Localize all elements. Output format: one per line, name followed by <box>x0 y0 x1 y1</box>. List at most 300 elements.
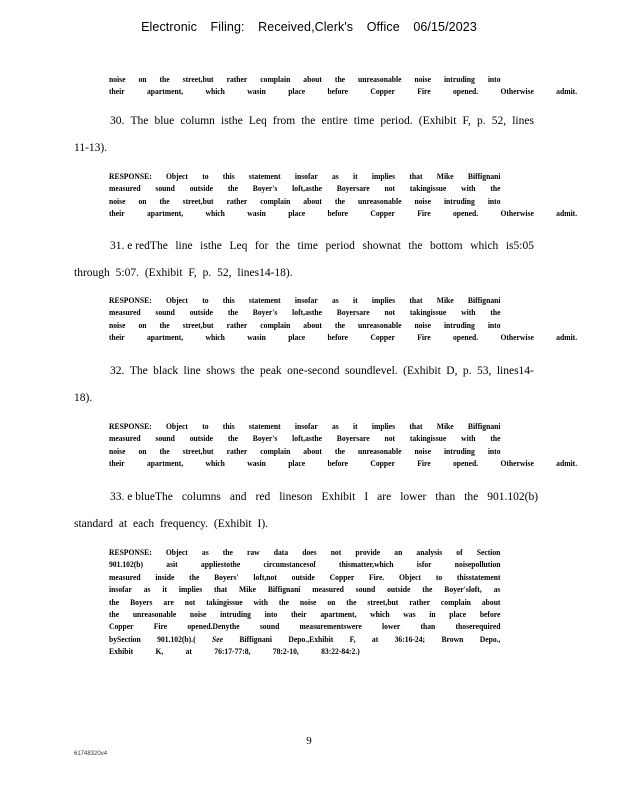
word: takingissue <box>409 308 447 318</box>
word: not <box>384 434 396 444</box>
word: the <box>301 115 316 127</box>
word: which <box>205 459 225 469</box>
numbered-paragraph-32 <box>74 358 534 412</box>
response-line <box>109 307 501 319</box>
word: their <box>109 333 125 343</box>
numbered-paragraph-33 <box>74 484 539 538</box>
word: RESPONSE: <box>109 296 152 305</box>
word: apartment, <box>146 209 184 219</box>
word: statement <box>248 422 281 431</box>
word: 31. e redThe <box>110 240 168 252</box>
word: Copper <box>370 209 395 219</box>
word: unreasonable <box>358 446 402 456</box>
word: 83:22-84:2.) <box>321 647 360 657</box>
word: noise <box>109 446 126 456</box>
word: isfor <box>416 560 432 570</box>
word: the <box>159 75 170 84</box>
response-line <box>109 621 501 633</box>
word: thismatter,which <box>339 560 394 570</box>
word: wasin <box>247 209 266 219</box>
word: of <box>456 548 463 557</box>
word: Object <box>165 548 188 557</box>
word: their <box>109 209 125 219</box>
word: rather <box>226 320 248 330</box>
word: insofar <box>294 172 318 181</box>
word: Boyer's <box>252 308 278 318</box>
word: the <box>490 308 501 318</box>
word: it <box>352 296 358 305</box>
word: bySection <box>109 634 141 644</box>
word: circumstancesof <box>263 560 316 570</box>
word: with <box>461 184 476 194</box>
word: unreasonable <box>358 320 402 330</box>
word: Depo.,Exhibit <box>288 634 334 644</box>
word: noise <box>414 196 431 206</box>
word: about <box>303 196 322 206</box>
response-line <box>109 547 501 559</box>
word: the <box>490 434 501 444</box>
word: the <box>222 548 233 557</box>
word: outside <box>189 308 214 318</box>
response-fragment <box>109 74 578 99</box>
word: noise <box>414 75 431 84</box>
word: rather <box>226 446 248 456</box>
word: into <box>264 610 278 620</box>
word: implies <box>371 296 396 305</box>
response-line <box>109 597 501 609</box>
word: insofar <box>294 296 318 305</box>
word: line <box>183 365 201 377</box>
word: sound <box>355 585 376 595</box>
word: into <box>487 196 501 206</box>
word: shows <box>206 365 235 377</box>
word: (Exhibit <box>418 115 457 127</box>
word: about <box>303 320 322 330</box>
word: as <box>201 548 209 557</box>
word: period <box>325 240 355 252</box>
word: time <box>297 240 318 252</box>
word: the <box>334 75 346 84</box>
word: isthe <box>200 240 222 252</box>
word: 901.102(b) <box>109 560 144 570</box>
word: 901.102(b).( <box>157 634 196 644</box>
word: opened.Denythe <box>187 622 240 632</box>
word: the <box>109 610 120 620</box>
word: Boyer'sloft, <box>444 585 482 595</box>
filing-header: Electronic Filing: Received,Clerk's Office 06/15/2023 <box>141 20 477 34</box>
word: sound <box>259 622 280 632</box>
word: an <box>394 548 403 557</box>
word: noise <box>109 320 126 330</box>
word: Fire. <box>368 572 385 582</box>
word: RESPONSE: <box>109 422 152 431</box>
word: noisepollution <box>454 560 501 570</box>
word: Mike <box>436 296 454 305</box>
word: 30. <box>110 115 125 127</box>
word: with <box>461 434 476 444</box>
word: Fire <box>417 459 431 469</box>
word: takingissue <box>206 597 243 607</box>
word: as <box>143 585 151 595</box>
word: apartment, <box>146 333 184 343</box>
word: from <box>272 115 296 127</box>
word: measured <box>312 585 344 595</box>
word: opened. <box>452 459 479 469</box>
word: noise <box>109 75 126 84</box>
word: apartment, <box>320 610 357 620</box>
word: lines14- <box>496 365 534 377</box>
response-line <box>109 86 578 98</box>
word: Otherwise <box>500 459 534 469</box>
word: with <box>253 597 268 607</box>
word: the <box>227 184 238 194</box>
word: unreasonable <box>132 610 177 620</box>
word: 33. e blueThe <box>110 491 173 503</box>
word: measured <box>109 308 141 318</box>
response-line <box>109 433 501 445</box>
word: sound <box>155 434 175 444</box>
response-line <box>109 458 578 470</box>
word: than <box>435 491 456 503</box>
word: wasin <box>247 333 266 343</box>
word: loft,asthe <box>292 184 322 194</box>
word: noise <box>414 446 431 456</box>
word: admit. <box>556 333 578 343</box>
word: does <box>302 548 317 557</box>
word: admit. <box>556 209 578 219</box>
word: F, <box>462 115 471 127</box>
word: rather <box>409 597 430 607</box>
response-line <box>109 634 501 646</box>
word: before <box>327 209 349 219</box>
response-line <box>109 572 501 584</box>
word: that <box>409 172 423 181</box>
word: the <box>334 320 346 330</box>
word: 52, <box>491 115 507 127</box>
word: outside <box>189 434 214 444</box>
word: it <box>162 585 168 595</box>
word: was <box>403 610 416 620</box>
response-line <box>109 183 501 195</box>
word: before <box>327 459 349 469</box>
word: to <box>202 296 209 305</box>
word: are <box>163 597 174 607</box>
response-line <box>109 421 501 433</box>
word: Copper <box>370 87 395 97</box>
word: data <box>273 548 289 557</box>
word: measured <box>109 434 141 444</box>
word: unreasonable <box>358 75 402 84</box>
word: on <box>138 196 147 206</box>
word: admit. <box>556 87 578 97</box>
word: Boyer's <box>252 184 278 194</box>
word: the <box>334 446 346 456</box>
response-block <box>109 295 578 345</box>
word: the <box>227 434 238 444</box>
word: into <box>487 446 501 456</box>
word: time <box>353 115 375 127</box>
word: as <box>331 296 339 305</box>
word: column <box>180 115 215 127</box>
word: than <box>420 622 436 632</box>
word: Fire <box>153 622 168 632</box>
response-line <box>109 646 501 658</box>
word: that <box>409 422 423 431</box>
word: street,but <box>367 597 399 607</box>
word: Mike <box>239 585 256 595</box>
word: blue <box>154 115 175 127</box>
word: noise <box>189 610 207 620</box>
word: with <box>461 308 476 318</box>
word: line <box>175 240 193 252</box>
word: implies <box>371 172 396 181</box>
response-line <box>109 196 501 208</box>
word: about <box>303 75 322 84</box>
word: Fire <box>417 333 431 343</box>
word: Copper <box>370 333 395 343</box>
word: analysis <box>416 548 443 557</box>
word: unreasonable <box>358 196 402 206</box>
word: sound <box>155 308 175 318</box>
word: outside <box>387 585 411 595</box>
word: the <box>408 240 423 252</box>
word: Mike <box>436 172 454 181</box>
word: before <box>327 333 349 343</box>
word: p. <box>477 115 486 127</box>
word: Boyersare <box>336 184 370 194</box>
word: raw <box>246 548 260 557</box>
word: The <box>130 115 149 127</box>
word: Exhibit <box>321 491 356 503</box>
response-block <box>109 421 578 471</box>
word: 32. <box>110 365 125 377</box>
word: it <box>352 422 358 431</box>
word: intruding <box>220 610 251 620</box>
word: Section <box>476 548 501 557</box>
word: 36:16-24; <box>394 634 426 644</box>
word: which <box>205 333 225 343</box>
word: street,but <box>182 196 214 206</box>
word: provide <box>355 548 381 557</box>
word: bottom <box>430 240 463 252</box>
word: complain <box>260 75 291 84</box>
word: Object <box>399 572 422 582</box>
word: F, <box>349 634 356 644</box>
word: before <box>479 610 501 620</box>
word: intruding <box>443 320 475 330</box>
word: black <box>153 365 179 377</box>
word: period. <box>380 115 413 127</box>
word: (Exhibit <box>403 365 441 377</box>
word: at <box>371 634 379 644</box>
paragraph-first-line <box>74 484 539 511</box>
word: Copper <box>370 459 395 469</box>
word: measured <box>109 184 141 194</box>
word: about <box>303 446 322 456</box>
numbered-paragraph-30 <box>74 108 534 162</box>
word: is5:05 <box>505 240 534 252</box>
word: the <box>109 597 120 607</box>
word: loft,asthe <box>292 308 322 318</box>
word: loft,not <box>253 572 277 582</box>
word: as <box>493 585 501 595</box>
word: complain <box>260 320 291 330</box>
word: rather <box>226 75 248 84</box>
response-line <box>109 584 501 596</box>
word: apartment, <box>146 459 184 469</box>
word: Boyer's <box>252 434 278 444</box>
word: to <box>435 572 443 582</box>
word: Fire <box>417 209 431 219</box>
word: See <box>212 634 224 644</box>
word: this <box>222 296 235 305</box>
word: Copper <box>109 622 134 632</box>
word: Boyers' <box>214 572 239 582</box>
word: Otherwise <box>500 333 534 343</box>
paragraph-first-line <box>74 108 534 135</box>
word: the <box>490 184 501 194</box>
word: their <box>109 459 125 469</box>
numbered-paragraph-31 <box>74 233 534 287</box>
word: takingissue <box>409 434 447 444</box>
document-id: 61748320v4 <box>74 751 108 757</box>
response-line <box>109 295 501 307</box>
word: measured <box>109 572 141 582</box>
word: K, <box>155 647 164 657</box>
word: statement <box>248 172 281 181</box>
word: the <box>422 585 433 595</box>
word: and <box>229 491 247 503</box>
word: wasin <box>247 459 266 469</box>
word: Boyers <box>130 597 153 607</box>
word: the <box>159 446 170 456</box>
word: D, <box>446 365 458 377</box>
word: thisstatement <box>456 572 501 582</box>
word: which <box>470 240 499 252</box>
word: the <box>159 196 170 206</box>
word: Mike <box>436 422 454 431</box>
word: implies <box>178 585 203 595</box>
word: the <box>159 320 170 330</box>
word: I <box>364 491 369 503</box>
word: not <box>184 597 196 607</box>
word: lower <box>382 622 401 632</box>
word: which <box>205 87 225 97</box>
paragraph-continuation: standard at each frequency. (Exhibit I). <box>74 518 269 530</box>
word: which <box>205 209 225 219</box>
word: place <box>288 459 306 469</box>
word: intruding <box>443 75 475 84</box>
word: 78:2-10, <box>272 647 299 657</box>
word: Copper <box>329 572 355 582</box>
response-block <box>109 171 578 221</box>
word: Biffignani <box>467 296 501 305</box>
word: that <box>214 585 228 595</box>
word: appliestothe <box>200 560 241 570</box>
word: asit <box>166 560 178 570</box>
word: red <box>255 491 271 503</box>
word: as <box>331 422 339 431</box>
word: for <box>254 240 269 252</box>
word: Biffignani <box>267 585 301 595</box>
word: on <box>138 75 147 84</box>
word: The <box>129 365 148 377</box>
word: columns <box>181 491 221 503</box>
word: Exhibit <box>109 647 134 657</box>
word: place <box>288 87 306 97</box>
word: insofar <box>109 585 132 595</box>
word: this <box>222 172 235 181</box>
word: at <box>185 647 192 657</box>
word: lower <box>400 491 427 503</box>
word: one-second <box>287 365 340 377</box>
word: on <box>138 446 147 456</box>
word: into <box>487 320 501 330</box>
word: Object <box>165 296 188 305</box>
word: Biffignani <box>467 422 501 431</box>
word: opened. <box>452 209 479 219</box>
word: Boyersare <box>336 308 370 318</box>
paragraph-continuation: through 5:07. (Exhibit F, p. 52, lines14-18). <box>74 267 293 279</box>
word: Biffignani <box>467 172 501 181</box>
word: inside <box>155 572 175 582</box>
response-line <box>109 446 501 458</box>
word: complain <box>260 446 291 456</box>
word: place <box>288 209 306 219</box>
word: the <box>240 365 255 377</box>
word: not <box>330 548 342 557</box>
word: soundlevel. <box>344 365 398 377</box>
word: the <box>275 240 290 252</box>
word: the <box>464 491 479 503</box>
word: wasin <box>247 87 266 97</box>
word: street,but <box>182 75 214 84</box>
word: noise <box>414 320 431 330</box>
word: shownat <box>362 240 401 252</box>
word: p. <box>462 365 472 377</box>
word: lines <box>512 115 534 127</box>
word: about <box>481 597 501 607</box>
word: not <box>384 184 396 194</box>
word: street,but <box>182 320 214 330</box>
word: noise <box>299 597 317 607</box>
word: Fire <box>417 87 431 97</box>
word: place <box>449 610 467 620</box>
word: it <box>352 172 358 181</box>
word: the <box>334 196 346 206</box>
word: Brown <box>441 634 464 644</box>
word: opened. <box>452 87 479 97</box>
word: on <box>327 597 336 607</box>
word: 76:17-77:8, <box>214 647 251 657</box>
word: noise <box>109 196 126 206</box>
response-block <box>109 547 501 659</box>
word: the <box>189 572 200 582</box>
word: thoserequired <box>455 622 501 632</box>
response-line <box>109 559 501 571</box>
paragraph-continuation: 18). <box>74 392 93 404</box>
word: that <box>409 296 423 305</box>
word: their <box>291 610 307 620</box>
word: place <box>288 333 306 343</box>
paragraph-first-line <box>74 233 534 260</box>
word: sound <box>155 184 175 194</box>
word: Depo., <box>479 634 501 644</box>
word: lineson <box>279 491 313 503</box>
word: this <box>222 422 235 431</box>
page-number: 9 <box>306 735 312 747</box>
word: not <box>384 308 396 318</box>
